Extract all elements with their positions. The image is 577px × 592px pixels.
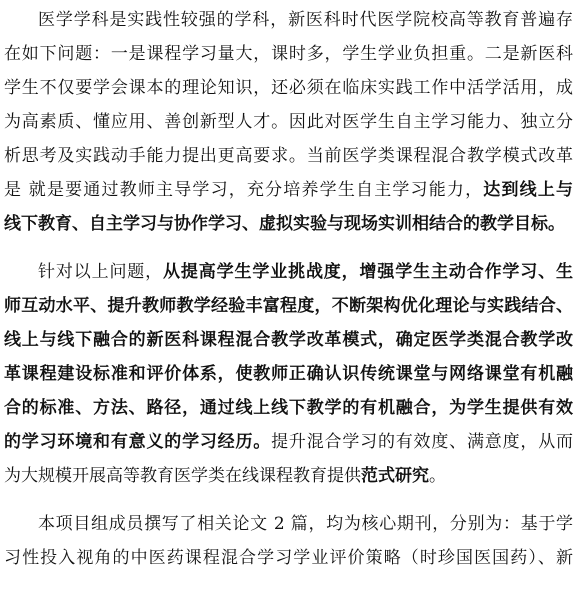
text-run: 析思考及实践动手能力提出更高要求。当前医学类课程混合教学模式改革 <box>4 146 573 166</box>
text-run: 为大规模开展高等教育医学类在线课程教育提供 <box>4 466 361 486</box>
bold-text-run: 线上与线下融合的新医科课程混合教学改革模式， <box>4 330 396 350</box>
paragraph-1-line-2 <box>4 42 573 66</box>
bold-text-run: 线下教育、自主学习与协作学习、虚拟实验与现场实训相结合的教学目标。 <box>4 214 565 234</box>
bold-text-run: 从提高学生学业挑战度，增强学生主动合作学习、生 <box>163 262 573 282</box>
text-run: 是 就是要通过教师主导学习，充分培养学生自主学习能力， <box>4 180 484 200</box>
paragraph-1-line-1 <box>38 8 573 32</box>
paragraph-1-line-4 <box>4 110 573 134</box>
text-run: 针对以上问题， <box>38 262 164 282</box>
text-run: 。 <box>429 466 446 486</box>
text-run: 提升混合学习的有效度、满意度，从而 <box>271 432 573 452</box>
paragraph-1-line-3 <box>4 76 573 100</box>
bold-text-run: 范式研究 <box>361 466 429 486</box>
paragraph-2-line-2 <box>4 294 573 318</box>
bold-text-run: 的学习环境和有意义的学习经历。 <box>4 432 272 452</box>
paragraph-1-line-6 <box>4 178 573 202</box>
paragraph-2-line-5 <box>4 396 573 420</box>
bold-text-run: 合的标准、方法、路径， <box>4 398 200 418</box>
text-run: 在如下问题：一是课程学习量大，课时多，学生学业负担重。二是新医科 <box>4 44 573 64</box>
bold-text-run: 为学生提供有效 <box>449 398 573 418</box>
paragraph-2-line-6 <box>4 430 573 454</box>
bold-text-run: 革课程建设标准和评价体系， <box>4 364 236 384</box>
text-run: 习性投入视角的中医药课程混合学习学业评价策略（时珍国医国药）、新 <box>4 548 573 568</box>
paragraph-2-line-3 <box>4 328 573 352</box>
bold-text-run: 通过线上线下教学的有机融合， <box>199 398 450 418</box>
bold-text-run: 师互动水平、提升教师教学经验丰富程度， <box>4 296 332 316</box>
text-run: 学生不仅要学会课本的理论知识，还必须在临床实践工作中活学活用，成 <box>4 78 573 98</box>
paragraph-1-line-7 <box>4 212 573 236</box>
bold-text-run: 达到线上与 <box>483 180 573 200</box>
text-run: 医学学科是实践性较强的学科，新医科时代医学院校高等教育普遍存 <box>38 10 573 30</box>
bold-text-run: 确定医学类混合教学改 <box>395 330 573 350</box>
paragraph-2-line-7 <box>4 464 573 488</box>
paragraph-2-line-4 <box>4 362 573 386</box>
paragraph-3-line-1 <box>38 512 573 536</box>
paragraph-1-line-5 <box>4 144 573 168</box>
text-run: 本项目组成员撰写了相关论文 2 篇，均为核心期刊，分别为：基于学 <box>38 514 573 534</box>
paragraph-2-line-1 <box>38 260 573 284</box>
text-run: 为高素质、懂应用、善创新型人才。因此对医学生自主学习能力、独立分 <box>4 112 573 132</box>
bold-text-run: 不断架构优化理论与实践结合、 <box>331 296 573 316</box>
paragraph-3-line-2 <box>4 546 573 570</box>
bold-text-run: 使教师正确认识传统课堂与网络课堂有机融 <box>235 364 573 384</box>
